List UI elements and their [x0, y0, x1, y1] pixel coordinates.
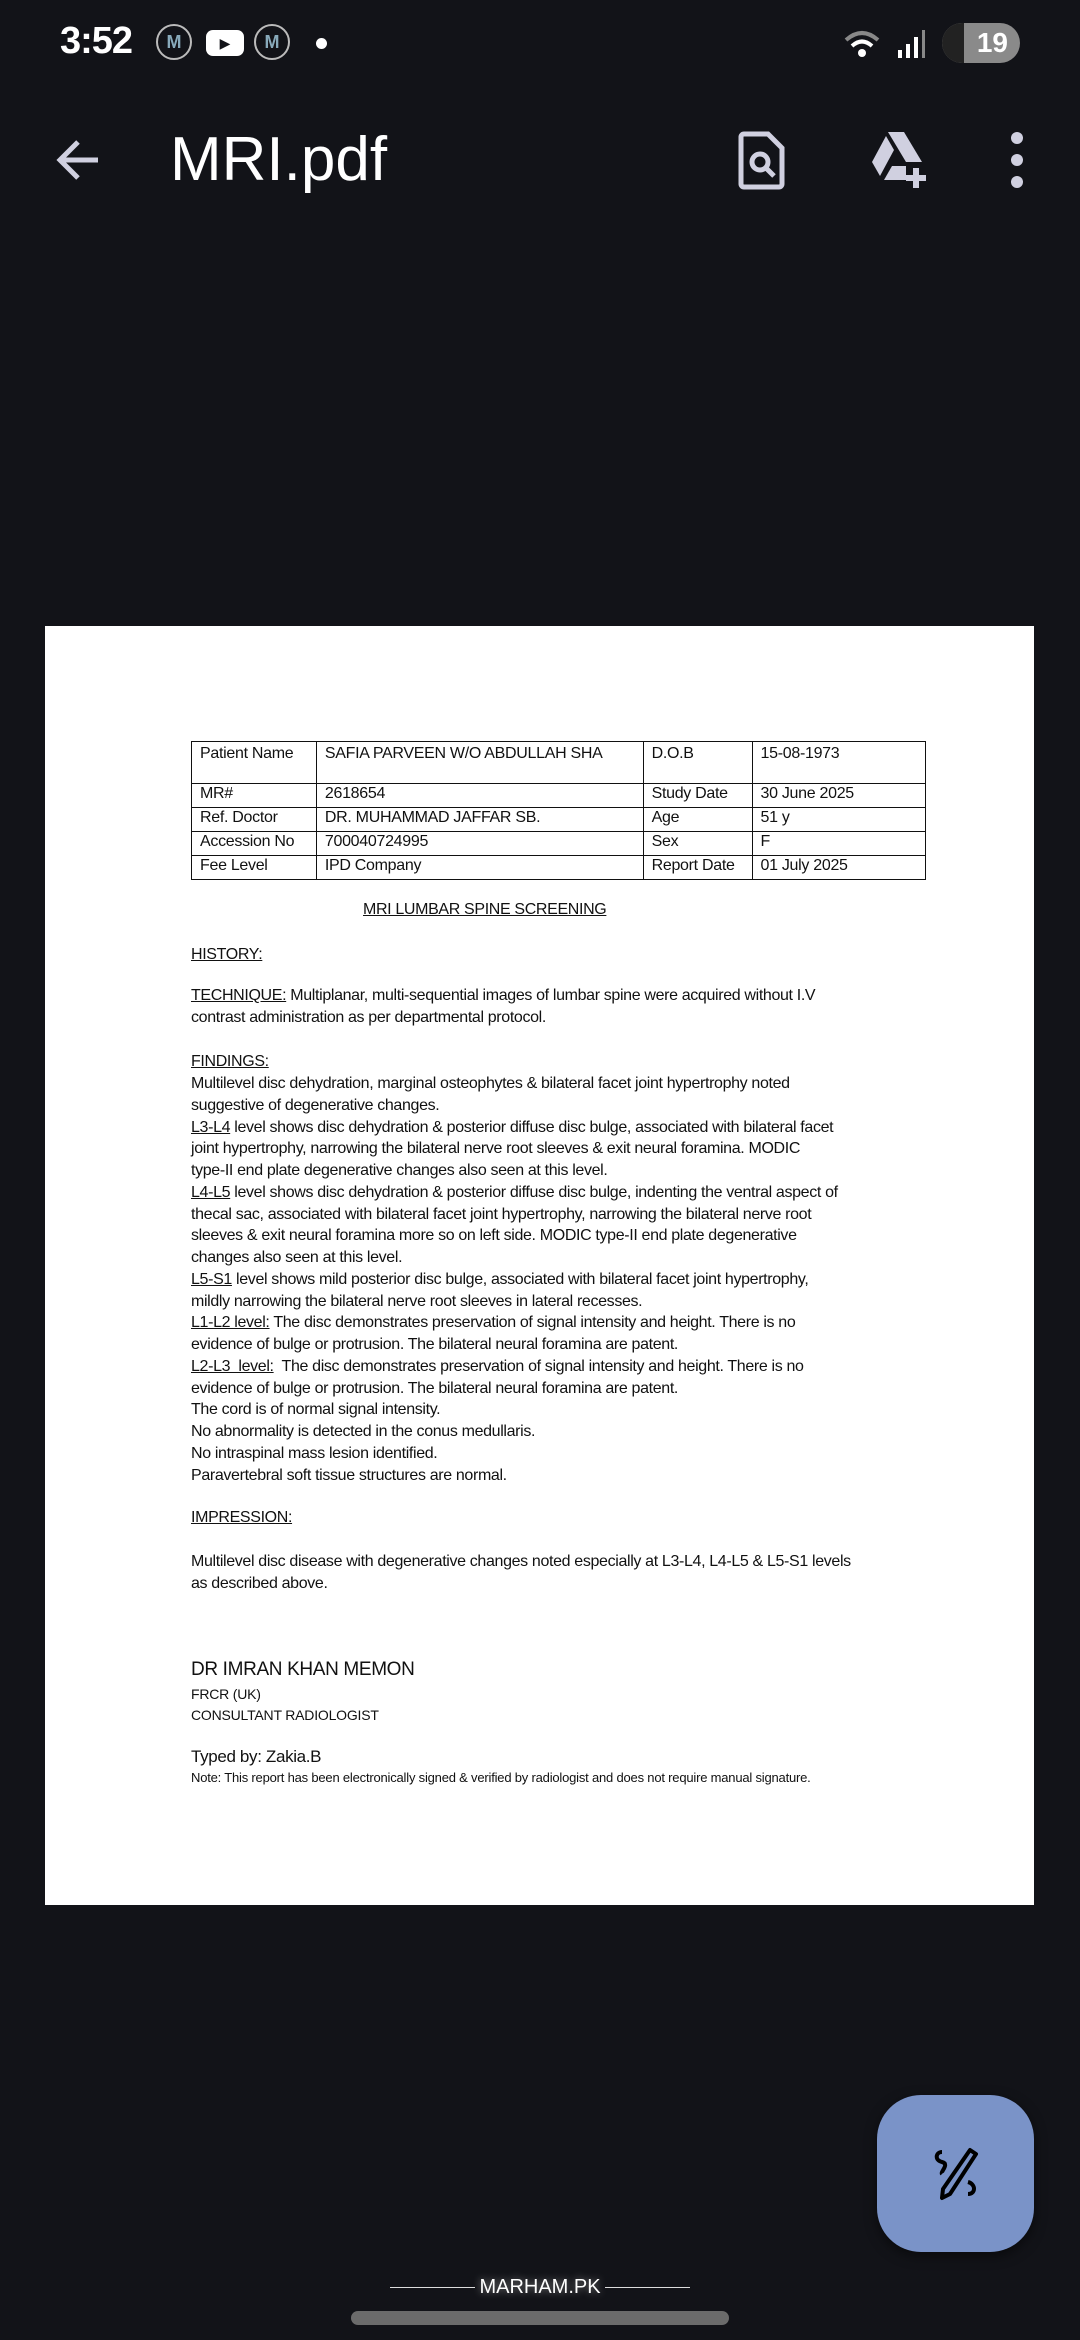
line-text: level shows mild posterior disc bulge, associated with bilateral facet joint hypertrophy,: [231, 1270, 809, 1288]
doctor-qualification: FRCR (UK): [191, 1686, 261, 1702]
watermark: [390, 2272, 690, 2302]
line-text: The cord is of normal signal intensity.: [191, 1401, 441, 1419]
field-value: F: [752, 832, 925, 856]
table-row: [192, 742, 926, 784]
patient-info-table: [191, 741, 926, 880]
technique-line: [191, 1007, 546, 1029]
line-text: The disc demonstrates preservation of signal intensity and height. There is no: [269, 1314, 796, 1332]
more-vert-icon[interactable]: [985, 128, 1049, 192]
annotate-pen-icon: [926, 2144, 986, 2204]
line-text: Multilevel disc disease with degenerative changes noted especially at L3-L4, L4-L5 & L5-S1 levels: [191, 1553, 851, 1570]
line-text: Multiplanar, multi-sequential images of lumbar spine were acquired without I.V: [286, 987, 816, 1004]
line-text: evidence of bulge or protrusion. The bilateral neural foramina are patent.: [191, 1379, 679, 1397]
document-title: MRI.pdf: [170, 125, 388, 194]
findings-line: [191, 1421, 535, 1443]
notification-dot-icon: [316, 38, 327, 49]
field-value: 01 July 2025: [752, 856, 925, 880]
field-value: DR. MUHAMMAD JAFFAR SB.: [316, 808, 643, 832]
impression-line: [191, 1551, 851, 1573]
line-text: No intraspinal mass lesion identified.: [191, 1444, 438, 1462]
line-text: changes also seen at this level.: [191, 1249, 403, 1266]
watermark-text: MARHAM.PK: [479, 2275, 601, 2298]
findings-line: [191, 1138, 800, 1160]
line-text: suggestive of degenerative changes.: [191, 1096, 440, 1114]
line-text: mildly narrowing the bilateral nerve root sleeves in lateral recesses.: [191, 1292, 643, 1310]
line-text: thecal sac, associated with bilateral facet joint hypertrophy, narrowing the bilateral nerve root: [191, 1205, 812, 1223]
findings-line: [191, 1247, 402, 1269]
signature-note: Note: This report has been electronically signed & verified by radiologist and does not require manual signature.: [191, 1770, 811, 1785]
findings-line: [191, 1291, 642, 1313]
find-in-file-icon[interactable]: [730, 128, 794, 192]
line-text: Paravertebral soft tissue structures are normal.: [191, 1466, 507, 1484]
field-label: Study Date: [643, 784, 752, 808]
impression-line: [191, 1573, 328, 1595]
field-label: D.O.B: [643, 742, 752, 784]
status-time: 3:52: [60, 20, 133, 62]
line-text: The disc demonstrates preservation of signal intensity and height. There is no: [273, 1357, 804, 1375]
back-arrow-icon[interactable]: [50, 130, 110, 190]
line-text: evidence of bulge or protrusion. The bilateral neural foramina are patent.: [191, 1336, 679, 1353]
field-value: 15-08-1973: [752, 742, 925, 784]
annotate-button[interactable]: [877, 2095, 1034, 2252]
findings-line: [191, 1378, 678, 1400]
findings-line: [191, 1312, 795, 1334]
findings-line: [191, 1182, 838, 1204]
line-text: as described above.: [191, 1574, 328, 1592]
app-bar: [0, 110, 1080, 210]
underlined-label: L3-L4: [191, 1118, 231, 1136]
field-label: Age: [643, 808, 752, 832]
findings-line: [191, 1073, 790, 1095]
battery-level: 19: [976, 27, 1008, 58]
doctor-title: CONSULTANT RADIOLOGIST: [191, 1707, 379, 1723]
signal-icon: [896, 28, 926, 60]
field-label: Ref. Doctor: [192, 808, 317, 832]
findings-line: [191, 1399, 440, 1421]
findings-line: [191, 1465, 507, 1487]
line-text: type-II end plate degenerative changes also seen at this level.: [191, 1162, 608, 1179]
wifi-icon: [842, 26, 882, 62]
table-row: [192, 832, 926, 856]
field-value: 700040724995: [316, 832, 643, 856]
status-bar: [0, 0, 1080, 90]
field-label: Patient Name: [192, 742, 317, 784]
battery-icon: [942, 23, 1020, 63]
line-text: level shows disc dehydration & posterior diffuse disc bulge, indenting the ventral aspect of: [230, 1183, 838, 1201]
field-label: Fee Level: [192, 856, 317, 880]
findings-label: FINDINGS:: [191, 1053, 269, 1070]
drive-add-icon[interactable]: [866, 128, 930, 192]
home-indicator[interactable]: [351, 2311, 729, 2325]
table-row: [192, 784, 926, 808]
typed-by: Typed by: Zakia.B: [191, 1747, 322, 1766]
m-app-icon: M: [254, 24, 290, 60]
findings-line: [191, 1269, 808, 1291]
findings-line: [191, 1095, 439, 1117]
field-value: 2618654: [316, 784, 643, 808]
line-text: sleeves & exit neural foramina more so on left side. MODIC type-II end plate degenerative: [191, 1227, 797, 1245]
youtube-icon: ▶: [206, 30, 244, 56]
field-value: SAFIA PARVEEN W/O ABDULLAH SHA: [316, 742, 643, 784]
field-value: 30 June 2025: [752, 784, 925, 808]
field-label: Sex: [643, 832, 752, 856]
table-row: [192, 856, 926, 880]
line-text: No abnormality is detected in the conus medullaris.: [191, 1423, 536, 1440]
field-label: Report Date: [643, 856, 752, 880]
field-value: IPD Company: [316, 856, 643, 880]
table-row: [192, 808, 926, 832]
underlined-label: L5-S1: [191, 1270, 232, 1288]
findings-line: [191, 1225, 797, 1247]
report-title: MRI LUMBAR SPINE SCREENING: [363, 901, 607, 918]
findings-line: [191, 1334, 678, 1356]
underlined-label: L4-L5: [191, 1183, 231, 1201]
doctor-name: DR IMRAN KHAN MEMON: [191, 1659, 415, 1680]
technique-line: [191, 985, 815, 1007]
line-text: level shows disc dehydration & posterior diffuse disc bulge, associated with bilateral facet: [230, 1118, 834, 1136]
history-label: HISTORY:: [191, 946, 263, 963]
line-text: Multilevel disc dehydration, marginal osteophytes & bilateral facet joint hypertrophy noted: [191, 1075, 790, 1092]
m-app-icon: M: [156, 24, 192, 60]
impression-label: IMPRESSION:: [191, 1509, 293, 1526]
line-text: joint hypertrophy, narrowing the bilateral nerve root sleeves & exit neural foramina. MODIC: [191, 1140, 801, 1158]
underlined-label: L1-L2 level:: [191, 1314, 270, 1332]
line-text: contrast administration as per departmental protocol.: [191, 1008, 546, 1026]
field-label: MR#: [192, 784, 317, 808]
findings-line: [191, 1117, 833, 1139]
findings-line: [191, 1204, 811, 1226]
findings-line: [191, 1356, 804, 1378]
findings-line: [191, 1443, 437, 1465]
underlined-label: L2-L3 level:: [191, 1357, 274, 1375]
underlined-label: TECHNIQUE:: [191, 987, 287, 1004]
field-value: 51 y: [752, 808, 925, 832]
field-label: Accession No: [192, 832, 317, 856]
findings-line: [191, 1160, 607, 1182]
